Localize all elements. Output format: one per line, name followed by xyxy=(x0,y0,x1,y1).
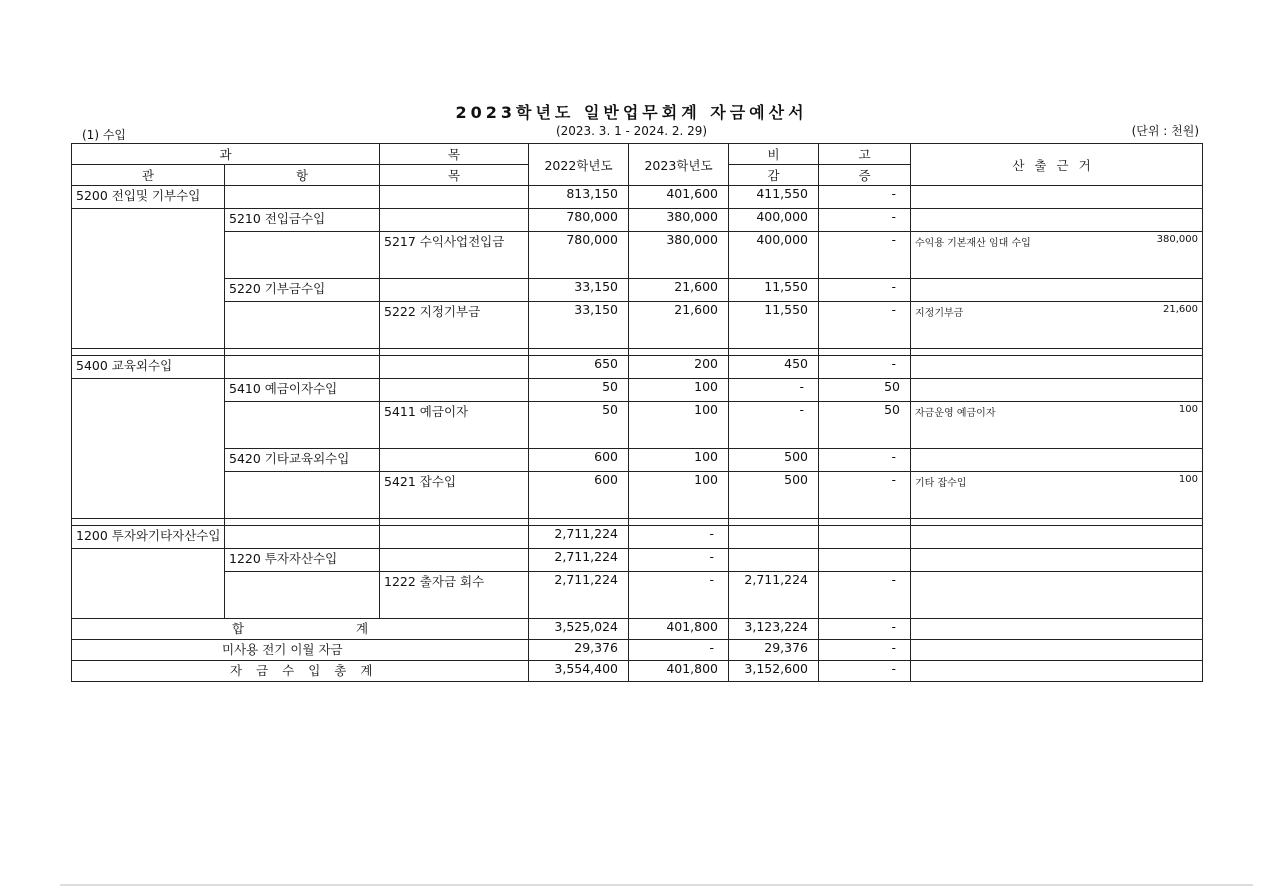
cell-gwan: 5400 교육외수입 xyxy=(72,356,225,379)
cell-gwan: 5200 전입및 기부수입 xyxy=(72,186,225,209)
header-gwan: 관 xyxy=(72,165,225,186)
cell-gam: 450 xyxy=(729,356,819,379)
cell-hang: 1220 투자자산수입 xyxy=(225,549,380,572)
cell-mok xyxy=(380,209,529,232)
cell-y2022: 2,711,224 xyxy=(529,572,629,619)
cell-jeung xyxy=(819,526,911,549)
table-row xyxy=(72,549,1203,572)
cell-y2022: 2,711,224 xyxy=(529,526,629,549)
grand-total-row xyxy=(72,661,1203,682)
cell-y2022: 780,000 xyxy=(529,209,629,232)
cell-gwan xyxy=(72,379,225,402)
total-2022: 3,525,024 xyxy=(529,619,629,640)
cell-y2023: 200 xyxy=(629,356,729,379)
spacer-cell xyxy=(911,349,1203,356)
spacer-cell xyxy=(225,349,380,356)
budget-body xyxy=(72,186,1203,619)
spacer-row xyxy=(72,519,1203,526)
header-mok: 목 xyxy=(380,165,529,186)
spacer-cell xyxy=(911,519,1203,526)
cell-gwan xyxy=(72,232,225,279)
table-row xyxy=(72,379,1203,402)
grand-total-2023: 401,800 xyxy=(629,661,729,682)
carryover-basis xyxy=(911,640,1203,661)
cell-gam: 400,000 xyxy=(729,232,819,279)
cell-jeung: - xyxy=(819,186,911,209)
basis-amount: 100 xyxy=(1178,404,1199,415)
cell-gam: 11,550 xyxy=(729,279,819,302)
basis-text: 수익용 기본재산 임대 수입 xyxy=(915,238,1031,249)
cell-mok xyxy=(380,279,529,302)
total-basis xyxy=(911,619,1203,640)
spacer-cell xyxy=(819,349,911,356)
spacer-cell xyxy=(629,519,729,526)
cell-jeung xyxy=(819,549,911,572)
cell-y2023: 380,000 xyxy=(629,232,729,279)
cell-mok: 1222 출자금 회수 xyxy=(380,572,529,619)
cell-gam: 500 xyxy=(729,449,819,472)
cell-y2022: 33,150 xyxy=(529,302,629,349)
cell-jeung: 50 xyxy=(819,402,911,449)
cell-mok: 5222 지정기부금 xyxy=(380,302,529,349)
cell-y2022: 600 xyxy=(529,472,629,519)
cell-jeung: - xyxy=(819,302,911,349)
cell-y2023: 100 xyxy=(629,402,729,449)
cell-hang: 5210 전입금수입 xyxy=(225,209,380,232)
table-row xyxy=(72,572,1203,619)
cell-hang xyxy=(225,472,380,519)
carryover-jeung: - xyxy=(819,640,911,661)
cell-gam xyxy=(729,526,819,549)
cell-basis xyxy=(911,526,1203,549)
grand-total-basis xyxy=(911,661,1203,682)
cell-gwan xyxy=(72,449,225,472)
total-row xyxy=(72,619,1203,640)
cell-basis xyxy=(911,232,1203,279)
cell-gam: 11,550 xyxy=(729,302,819,349)
section-label: (1) 수입 xyxy=(82,128,126,142)
cell-y2022: 600 xyxy=(529,449,629,472)
spacer-row xyxy=(72,349,1203,356)
cell-gwan xyxy=(72,472,225,519)
table-row xyxy=(72,302,1203,349)
cell-basis xyxy=(911,549,1203,572)
spacer-cell xyxy=(225,519,380,526)
basis-text: 자금운영 예금이자 xyxy=(915,408,996,419)
table-row xyxy=(72,279,1203,302)
cell-gam: 2,711,224 xyxy=(729,572,819,619)
document-title: 2023학년도 일반업무회계 자금예산서 xyxy=(455,103,808,122)
spacer-cell xyxy=(529,349,629,356)
cell-gwan xyxy=(72,279,225,302)
cell-mok xyxy=(380,186,529,209)
header-gwa: 과 xyxy=(72,144,380,165)
cell-jeung: - xyxy=(819,472,911,519)
cell-jeung: - xyxy=(819,232,911,279)
cell-basis xyxy=(911,572,1203,619)
spacer-cell xyxy=(629,349,729,356)
cell-y2023: 380,000 xyxy=(629,209,729,232)
cell-gwan xyxy=(72,302,225,349)
cell-y2023: 21,600 xyxy=(629,302,729,349)
cell-gwan xyxy=(72,549,225,572)
cell-basis xyxy=(911,379,1203,402)
header-jeung: 증 xyxy=(819,165,911,186)
table-row xyxy=(72,209,1203,232)
total-label-a: 합 xyxy=(232,621,245,636)
cell-mok: 5217 수익사업전입금 xyxy=(380,232,529,279)
cell-jeung: - xyxy=(819,209,911,232)
carryover-row xyxy=(72,640,1203,661)
cell-mok xyxy=(380,526,529,549)
cell-basis xyxy=(911,209,1203,232)
table-row xyxy=(72,449,1203,472)
budget-table xyxy=(71,143,1203,682)
cell-y2023: - xyxy=(629,549,729,572)
cell-basis xyxy=(911,356,1203,379)
cell-y2022: 813,150 xyxy=(529,186,629,209)
cell-y2023: 21,600 xyxy=(629,279,729,302)
cell-jeung: - xyxy=(819,279,911,302)
carryover-2022: 29,376 xyxy=(529,640,629,661)
document-period: (2023. 3. 1 - 2024. 2. 29) xyxy=(555,124,708,138)
table-row xyxy=(72,356,1203,379)
spacer-cell xyxy=(72,519,225,526)
table-row xyxy=(72,472,1203,519)
cell-y2022: 50 xyxy=(529,379,629,402)
basis-amount: 100 xyxy=(1178,474,1199,485)
cell-gwan xyxy=(72,402,225,449)
cell-y2022: 650 xyxy=(529,356,629,379)
basis-text: 기타 잡수입 xyxy=(915,478,967,489)
cell-basis xyxy=(911,472,1203,519)
grand-total-2022: 3,554,400 xyxy=(529,661,629,682)
cell-jeung: 50 xyxy=(819,379,911,402)
spacer-cell xyxy=(72,349,225,356)
cell-hang: 5420 기타교육외수입 xyxy=(225,449,380,472)
header-hang: 항 xyxy=(225,165,380,186)
header-row-1 xyxy=(72,144,1203,165)
cell-y2023: - xyxy=(629,572,729,619)
basis-amount: 21,600 xyxy=(1163,304,1199,315)
table-row xyxy=(72,526,1203,549)
cell-gam: - xyxy=(729,402,819,449)
total-label xyxy=(72,619,529,640)
cell-y2023: 100 xyxy=(629,472,729,519)
grand-total-label: 자금수입총계 xyxy=(72,661,529,682)
cell-basis xyxy=(911,402,1203,449)
cell-gwan xyxy=(72,209,225,232)
spacer-cell xyxy=(729,349,819,356)
cell-mok: 5411 예금이자 xyxy=(380,402,529,449)
cell-y2022: 780,000 xyxy=(529,232,629,279)
header-2022: 2022학년도 xyxy=(529,144,629,186)
cell-hang: 5220 기부금수입 xyxy=(225,279,380,302)
cell-basis xyxy=(911,302,1203,349)
cell-gam: 411,550 xyxy=(729,186,819,209)
cell-y2023: 401,600 xyxy=(629,186,729,209)
cell-hang xyxy=(225,186,380,209)
table-row xyxy=(72,402,1203,449)
cell-jeung: - xyxy=(819,356,911,379)
total-gam: 3,123,224 xyxy=(729,619,819,640)
cell-mok: 5421 잡수입 xyxy=(380,472,529,519)
cell-y2022: 2,711,224 xyxy=(529,549,629,572)
header-go: 고 xyxy=(819,144,911,165)
cell-hang xyxy=(225,572,380,619)
header-mok-top: 목 xyxy=(380,144,529,165)
cell-jeung: - xyxy=(819,449,911,472)
header-bi: 비 xyxy=(729,144,819,165)
grand-total-jeung: - xyxy=(819,661,911,682)
grand-total-gam: 3,152,600 xyxy=(729,661,819,682)
cell-gam xyxy=(729,549,819,572)
cell-y2022: 50 xyxy=(529,402,629,449)
cell-mok xyxy=(380,449,529,472)
carryover-gam: 29,376 xyxy=(729,640,819,661)
cell-gam: 400,000 xyxy=(729,209,819,232)
cell-jeung: - xyxy=(819,572,911,619)
total-jeung: - xyxy=(819,619,911,640)
unit-label: (단위 : 천원) xyxy=(1131,124,1199,138)
cell-hang xyxy=(225,232,380,279)
header-2023: 2023학년도 xyxy=(629,144,729,186)
table-row xyxy=(72,186,1203,209)
cell-y2023: 100 xyxy=(629,379,729,402)
cell-hang xyxy=(225,402,380,449)
spacer-cell xyxy=(729,519,819,526)
cell-mok xyxy=(380,356,529,379)
cell-basis xyxy=(911,449,1203,472)
cell-hang: 5410 예금이자수입 xyxy=(225,379,380,402)
cell-gam: 500 xyxy=(729,472,819,519)
cell-gwan: 1200 투자와기타자산수입 xyxy=(72,526,225,549)
cell-basis xyxy=(911,279,1203,302)
cell-mok xyxy=(380,549,529,572)
total-label-b: 계 xyxy=(356,621,369,636)
cell-hang xyxy=(225,356,380,379)
spacer-cell xyxy=(819,519,911,526)
cell-hang xyxy=(225,526,380,549)
total-2023: 401,800 xyxy=(629,619,729,640)
table-row xyxy=(72,232,1203,279)
cell-y2023: 100 xyxy=(629,449,729,472)
header-basis: 산출근거 xyxy=(911,144,1203,186)
cell-mok xyxy=(380,379,529,402)
cell-gam: - xyxy=(729,379,819,402)
page-edge-line xyxy=(60,884,1253,886)
spacer-cell xyxy=(380,519,529,526)
cell-y2023: - xyxy=(629,526,729,549)
carryover-2023: - xyxy=(629,640,729,661)
cell-hang xyxy=(225,302,380,349)
header-gam: 감 xyxy=(729,165,819,186)
basis-amount: 380,000 xyxy=(1156,234,1199,245)
cell-basis xyxy=(911,186,1203,209)
basis-text: 지정기부금 xyxy=(915,308,964,319)
spacer-cell xyxy=(380,349,529,356)
cell-gwan xyxy=(72,572,225,619)
spacer-cell xyxy=(529,519,629,526)
cell-y2022: 33,150 xyxy=(529,279,629,302)
carryover-label: 미사용 전기 이월 자금 xyxy=(72,640,529,661)
